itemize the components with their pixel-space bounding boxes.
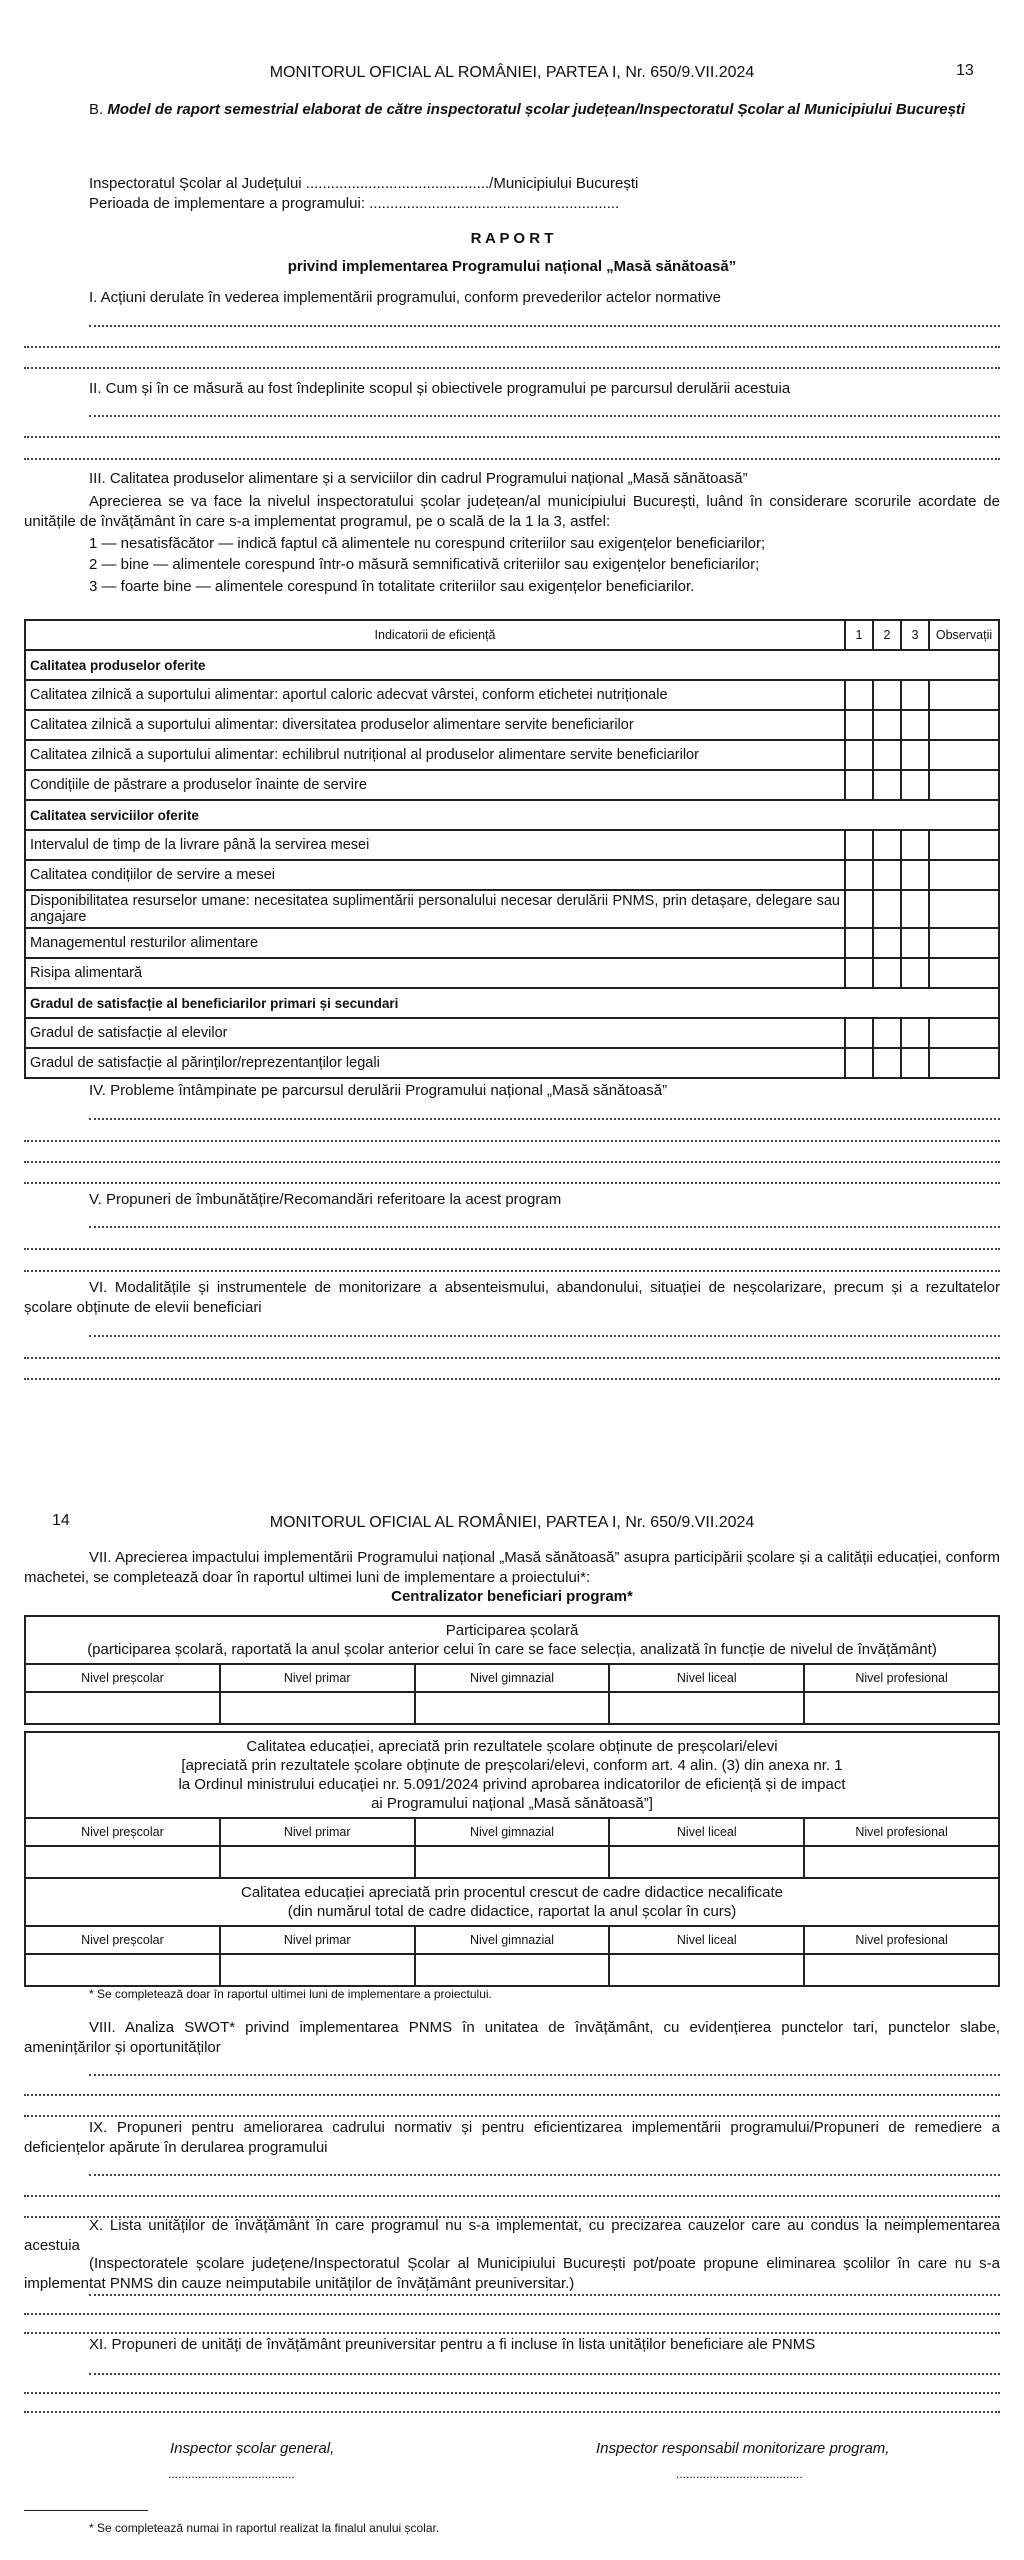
- score-2-cell[interactable]: [873, 1048, 901, 1078]
- table-row: [25, 710, 999, 740]
- indicator-label: Calitatea zilnică a suportului alimentar: echilibrul nutrițional al produselor alimentare servite beneficiarilor: [25, 740, 845, 770]
- level-header: Nivel gimnazial: [415, 1818, 610, 1846]
- table-row: [25, 1018, 999, 1048]
- score-2-cell[interactable]: [873, 830, 901, 860]
- scale-item-3: 3 — foarte bine — alimentele corespund în totalitate criteriilor sau exigențelor beneficiarilor.: [89, 578, 695, 595]
- centralizer-title: Centralizator beneficiari program*: [391, 1588, 633, 1605]
- participation-value-row: [25, 1692, 999, 1724]
- value-cell[interactable]: [415, 1692, 610, 1724]
- section-3-intro: Aprecierea se va face la nivelul inspectoratului școlar județean/al municipiului București, luând în considerare scorurile acordate de unitățile de învățământ în care s-a implementat programul, pe o scală de la 1 la 3, astfel:: [24, 493, 1000, 530]
- table-group-row: [25, 650, 999, 680]
- section-11-answer-line[interactable]: [24, 2411, 1000, 2413]
- participation-table: [24, 1615, 1000, 1725]
- observations-cell[interactable]: [929, 958, 999, 988]
- value-cell[interactable]: [804, 1954, 999, 1986]
- section-2-answer-line[interactable]: [89, 415, 1000, 417]
- value-cell[interactable]: [220, 1692, 415, 1724]
- value-cell[interactable]: [415, 1954, 610, 1986]
- level-header: Nivel preșcolar: [25, 1926, 220, 1954]
- observations-cell[interactable]: [929, 680, 999, 710]
- signature-label-monitoring-inspector: Inspector responsabil monitorizare program,: [596, 2440, 890, 2457]
- group-title: Calitatea produselor oferite: [25, 650, 999, 680]
- score-3-cell[interactable]: [901, 860, 929, 890]
- section-5-answer-line[interactable]: [89, 1226, 1000, 1228]
- level-header: Nivel profesional: [804, 1926, 999, 1954]
- value-cell[interactable]: [25, 1954, 220, 1986]
- indicator-label: Calitatea condițiilor de servire a mesei: [25, 860, 845, 890]
- page-number: 13: [956, 62, 974, 79]
- section-4-answer-line[interactable]: [24, 1182, 1000, 1184]
- level-header: Nivel gimnazial: [415, 1926, 610, 1954]
- section-11-answer-line[interactable]: [24, 2392, 1000, 2394]
- participation-caption: [25, 1616, 999, 1664]
- level-header: Nivel profesional: [804, 1818, 999, 1846]
- quality-caption-line: Calitatea educației, apreciată prin rezultatele școlare obținute de preșcolari/elevi: [246, 1738, 778, 1755]
- observations-cell[interactable]: [929, 710, 999, 740]
- section-1-answer-line[interactable]: [24, 346, 1000, 348]
- score-1-cell[interactable]: [845, 928, 873, 958]
- column-header-score-1: 1: [845, 620, 873, 650]
- section-9-answer-line[interactable]: [89, 2174, 1000, 2176]
- indicator-label: Calitatea zilnică a suportului alimentar: diversitatea produselor alimentare servite beneficiarilor: [25, 710, 845, 740]
- section-4-heading: IV. Probleme întâmpinate pe parcursul derulării Programului național „Masă sănătoasă”: [89, 1082, 668, 1099]
- unqualified-caption-line: (din numărul total de cadre didactice, raportat la anul școlar în curs): [287, 1903, 737, 1920]
- section-6-heading: VI. Modalitățile și instrumentele de monitorizare a absenteismului, abandonului, situației de neșcolarizare, precum și a rezultatelor școlare obținute de elevii beneficiari: [24, 1279, 1000, 1316]
- value-cell[interactable]: [609, 1954, 804, 1986]
- group-title: Gradul de satisfacție al beneficiarilor primari și secundari: [25, 988, 999, 1018]
- level-header: Nivel gimnazial: [415, 1664, 610, 1692]
- section-10-answer-line[interactable]: [24, 2332, 1000, 2334]
- quality-value-row: [25, 1846, 999, 1878]
- score-3-cell[interactable]: [901, 830, 929, 860]
- table-row: [25, 680, 999, 710]
- score-2-cell[interactable]: [873, 710, 901, 740]
- section-8-heading: VIII. Analiza SWOT* privind implementarea PNMS în unitatea de învățământ, cu evidențierea punctelor tari, punctelor slabe, amenințărilor și oportunităților: [24, 2019, 1000, 2056]
- table-row: [25, 830, 999, 860]
- section-b-heading: [24, 98, 1000, 122]
- section-1-heading: I. Acțiuni derulate în vederea implementării programului, conform prevederilor actelor normative: [89, 289, 721, 306]
- quality-caption-line: ai Programului național „Masă sănătoasă”]: [371, 1795, 653, 1812]
- section-9-heading: IX. Propuneri pentru ameliorarea cadrului normativ și pentru eficientizarea implementării programului/Propuneri de remediere a deficiențelor apărute în derularea programului: [24, 2119, 1000, 2156]
- score-3-cell[interactable]: [901, 1018, 929, 1048]
- observations-cell[interactable]: [929, 770, 999, 800]
- section-10-answer-line[interactable]: [24, 2313, 1000, 2315]
- observations-cell[interactable]: [929, 740, 999, 770]
- score-2-cell[interactable]: [873, 890, 901, 928]
- score-2-cell[interactable]: [873, 928, 901, 958]
- score-3-cell[interactable]: [901, 958, 929, 988]
- page-header: MONITORUL OFICIAL AL ROMÂNIEI, PARTEA I, Nr. 650/9.VII.2024: [269, 64, 755, 81]
- score-1-cell[interactable]: [845, 1018, 873, 1048]
- section-6-answer-line[interactable]: [24, 1357, 1000, 1359]
- score-3-cell[interactable]: [901, 680, 929, 710]
- score-3-cell[interactable]: [901, 710, 929, 740]
- column-header-score-2: 2: [873, 620, 901, 650]
- table-header-row: [25, 620, 999, 650]
- value-cell[interactable]: [804, 1846, 999, 1878]
- score-3-cell[interactable]: [901, 890, 929, 928]
- report-title: R A P O R T: [470, 230, 554, 247]
- score-1-cell[interactable]: [845, 1048, 873, 1078]
- observations-cell[interactable]: [929, 860, 999, 890]
- section-2-answer-line[interactable]: [24, 436, 1000, 438]
- score-3-cell[interactable]: [901, 1048, 929, 1078]
- level-header: Nivel preșcolar: [25, 1664, 220, 1692]
- section-3-heading: III. Calitatea produselor alimentare și a serviciilor din cadrul Programului național „Masă sănătoasă”: [89, 470, 748, 487]
- level-header: Nivel preșcolar: [25, 1818, 220, 1846]
- level-header-row: [25, 1926, 999, 1954]
- section-6-answer-line[interactable]: [89, 1335, 1000, 1337]
- page-footnote: * Se completează numai în raportul realizat la finalul anului școlar.: [89, 2521, 440, 2535]
- table-row: [25, 890, 999, 928]
- score-2-cell[interactable]: [873, 740, 901, 770]
- score-3-cell[interactable]: [901, 740, 929, 770]
- level-header: Nivel primar: [220, 1926, 415, 1954]
- table-row: [25, 928, 999, 958]
- section-10-heading: X. Lista unităților de învățământ în care programul nu s-a implementat, cu precizarea cauzelor care au condus la neimplementarea acestuia: [24, 2217, 1000, 2254]
- section-1-answer-line[interactable]: [24, 367, 1000, 369]
- scale-item-1: 1 — nesatisfăcător — indică faptul că alimentele nu corespund criteriilor sau exigențelor beneficiarilor;: [89, 535, 766, 552]
- table-row: [25, 740, 999, 770]
- group-title: Calitatea serviciilor oferite: [25, 800, 999, 830]
- score-1-cell[interactable]: [845, 680, 873, 710]
- indicator-label: Calitatea zilnică a suportului alimentar: aportul caloric adecvat vârstei, conform etichetei nutriționale: [25, 680, 845, 710]
- score-1-cell[interactable]: [845, 740, 873, 770]
- value-cell[interactable]: [804, 1692, 999, 1724]
- level-header: Nivel liceal: [609, 1664, 804, 1692]
- footnote-separator: [24, 2510, 148, 2511]
- indicator-label: Managementul resturilor alimentare: [25, 928, 845, 958]
- quality-caption-line: [apreciată prin rezultatele școlare obținute de preșcolari/elevi, conform art. 4 alin. (3) din anexa nr. 1: [181, 1757, 843, 1774]
- column-header-indicators: Indicatorii de eficiență: [25, 620, 845, 650]
- report-subtitle: privind implementarea Programului național „Masă sănătoasă”: [287, 258, 737, 275]
- score-1-cell[interactable]: [845, 770, 873, 800]
- signature-field-monitoring-inspector[interactable]: ......................................: [676, 2467, 803, 2481]
- observations-cell[interactable]: [929, 1048, 999, 1078]
- indicator-label: Gradul de satisfacție al părinților/reprezentanților legali: [25, 1048, 845, 1078]
- page-header: MONITORUL OFICIAL AL ROMÂNIEI, PARTEA I, Nr. 650/9.VII.2024: [269, 1514, 755, 1531]
- column-header-score-3: 3: [901, 620, 929, 650]
- table-row: [25, 770, 999, 800]
- section-4-answer-line[interactable]: [89, 1118, 1000, 1120]
- section-10-answer-line[interactable]: [89, 2294, 1000, 2296]
- section-10-note: (Inspectoratele școlare județene/Inspectoratul Școlar al Municipiului București pot/poate propune eliminarea școlilor în care nu s-a implementat PNMS din cauze neimputabile unităților de învățământ preuniversitar.): [24, 2255, 1000, 2292]
- value-cell[interactable]: [220, 1954, 415, 1986]
- level-header: Nivel liceal: [609, 1818, 804, 1846]
- period-field[interactable]: Perioada de implementare a programului: ............................................................: [89, 195, 620, 212]
- unqualified-value-row: [25, 1954, 999, 1986]
- score-3-cell[interactable]: [901, 770, 929, 800]
- observations-cell[interactable]: [929, 1018, 999, 1048]
- score-1-cell[interactable]: [845, 830, 873, 860]
- table-group-row: [25, 800, 999, 830]
- value-cell[interactable]: [415, 1846, 610, 1878]
- level-header: Nivel primar: [220, 1664, 415, 1692]
- indicator-label: Disponibilitatea resurselor umane: necesitatea suplimentării personalului necesar derulării PNMS, prin detașare, delegare sau angajare: [25, 890, 845, 928]
- signature-label-general-inspector: Inspector școlar general,: [170, 2440, 335, 2457]
- observations-cell[interactable]: [929, 928, 999, 958]
- score-1-cell[interactable]: [845, 890, 873, 928]
- value-cell[interactable]: [609, 1692, 804, 1724]
- section-8-answer-line[interactable]: [24, 2115, 1000, 2117]
- score-2-cell[interactable]: [873, 860, 901, 890]
- education-quality-table: [24, 1731, 1000, 1987]
- indicator-label: Condițiile de păstrare a produselor înainte de servire: [25, 770, 845, 800]
- section-4-answer-line[interactable]: [24, 1140, 1000, 1142]
- table-row: [25, 1048, 999, 1078]
- participation-caption-title: Participarea școlară: [445, 1622, 579, 1639]
- level-header: Nivel liceal: [609, 1926, 804, 1954]
- inspectorate-field[interactable]: Inspectoratul Școlar al Județului ............................................/Municipiului București: [89, 175, 639, 192]
- section-1-answer-line[interactable]: [89, 325, 1000, 327]
- score-3-cell[interactable]: [901, 928, 929, 958]
- section-7-heading: VII. Aprecierea impactului implementării Programului național „Masă sănătoasă” asupra participării școlare și a calității educației, conform machetei, se completează doar în raportul ultimei luni de implementare a proiectului*:: [24, 1549, 1000, 1586]
- score-2-cell[interactable]: [873, 680, 901, 710]
- value-cell[interactable]: [25, 1846, 220, 1878]
- level-header-row: [25, 1664, 999, 1692]
- indicator-label: Intervalul de timp de la livrare până la servirea mesei: [25, 830, 845, 860]
- table-row: [25, 958, 999, 988]
- section-8-answer-line[interactable]: [89, 2074, 1000, 2076]
- section-5-answer-line[interactable]: [24, 1270, 1000, 1272]
- column-header-observations: Observații: [929, 620, 999, 650]
- level-header: Nivel profesional: [804, 1664, 999, 1692]
- section-b-title: Model de raport semestrial elaborat de către inspectoratul școlar județean/Inspectoratul Școlar al Municipiului București: [107, 101, 966, 118]
- unqualified-caption-line: Calitatea educației apreciată prin procentul crescut de cadre didactice necalificate: [241, 1884, 783, 1901]
- value-cell[interactable]: [609, 1846, 804, 1878]
- indicator-label: Risipa alimentară: [25, 958, 845, 988]
- participation-caption-note: (participarea școlară, raportată la anul școlar anterior celui în care se face selecția, analizată în funcție de nivelul de învățământ): [87, 1641, 937, 1658]
- page-number: 14: [52, 1512, 70, 1529]
- section-4-answer-line[interactable]: [24, 1161, 1000, 1163]
- section-9-answer-line[interactable]: [24, 2195, 1000, 2197]
- table-group-row: [25, 988, 999, 1018]
- section-2-answer-line[interactable]: [24, 458, 1000, 460]
- unqualified-caption: [25, 1878, 999, 1926]
- observations-cell[interactable]: [929, 890, 999, 928]
- observations-cell[interactable]: [929, 830, 999, 860]
- signature-field-general-inspector[interactable]: ......................................: [168, 2467, 295, 2481]
- score-1-cell[interactable]: [845, 710, 873, 740]
- section-11-heading: XI. Propuneri de unități de învățământ preuniversitar pentru a fi incluse în lista unităților beneficiare ale PNMS: [89, 2336, 816, 2353]
- section-5-answer-line[interactable]: [24, 1248, 1000, 1250]
- value-cell[interactable]: [25, 1692, 220, 1724]
- level-header-row: [25, 1818, 999, 1846]
- section-8-answer-line[interactable]: [24, 2094, 1000, 2096]
- score-2-cell[interactable]: [873, 958, 901, 988]
- score-1-cell[interactable]: [845, 860, 873, 890]
- score-2-cell[interactable]: [873, 770, 901, 800]
- scale-item-2: 2 — bine — alimentele corespund într-o măsură semnificativă criteriilor sau exigențelor beneficiarilor;: [89, 556, 760, 573]
- efficiency-indicators-table: [24, 619, 1000, 1079]
- score-1-cell[interactable]: [845, 958, 873, 988]
- section-5-heading: V. Propuneri de îmbunătățire/Recomandări referitoare la acest program: [89, 1191, 562, 1208]
- section-6-answer-line[interactable]: [24, 1378, 1000, 1380]
- section-2-heading: II. Cum și în ce măsură au fost îndeplinite scopul și obiectivele programului pe parcursul derulării acestuia: [89, 380, 791, 397]
- table-row: [25, 860, 999, 890]
- value-cell[interactable]: [220, 1846, 415, 1878]
- quality-caption-line: la Ordinul ministrului educației nr. 5.091/2024 privind aprobarea indicatorilor de eficiență și de impact: [178, 1776, 846, 1793]
- indicator-label: Gradul de satisfacție al elevilor: [25, 1018, 845, 1048]
- section-11-answer-line[interactable]: [89, 2373, 1000, 2375]
- score-2-cell[interactable]: [873, 1018, 901, 1048]
- section-b-prefix: B.: [89, 101, 108, 118]
- table-footnote: * Se completează doar în raportul ultimei luni de implementare a proiectului.: [89, 1987, 492, 2001]
- level-header: Nivel primar: [220, 1818, 415, 1846]
- quality-caption: [25, 1732, 999, 1818]
